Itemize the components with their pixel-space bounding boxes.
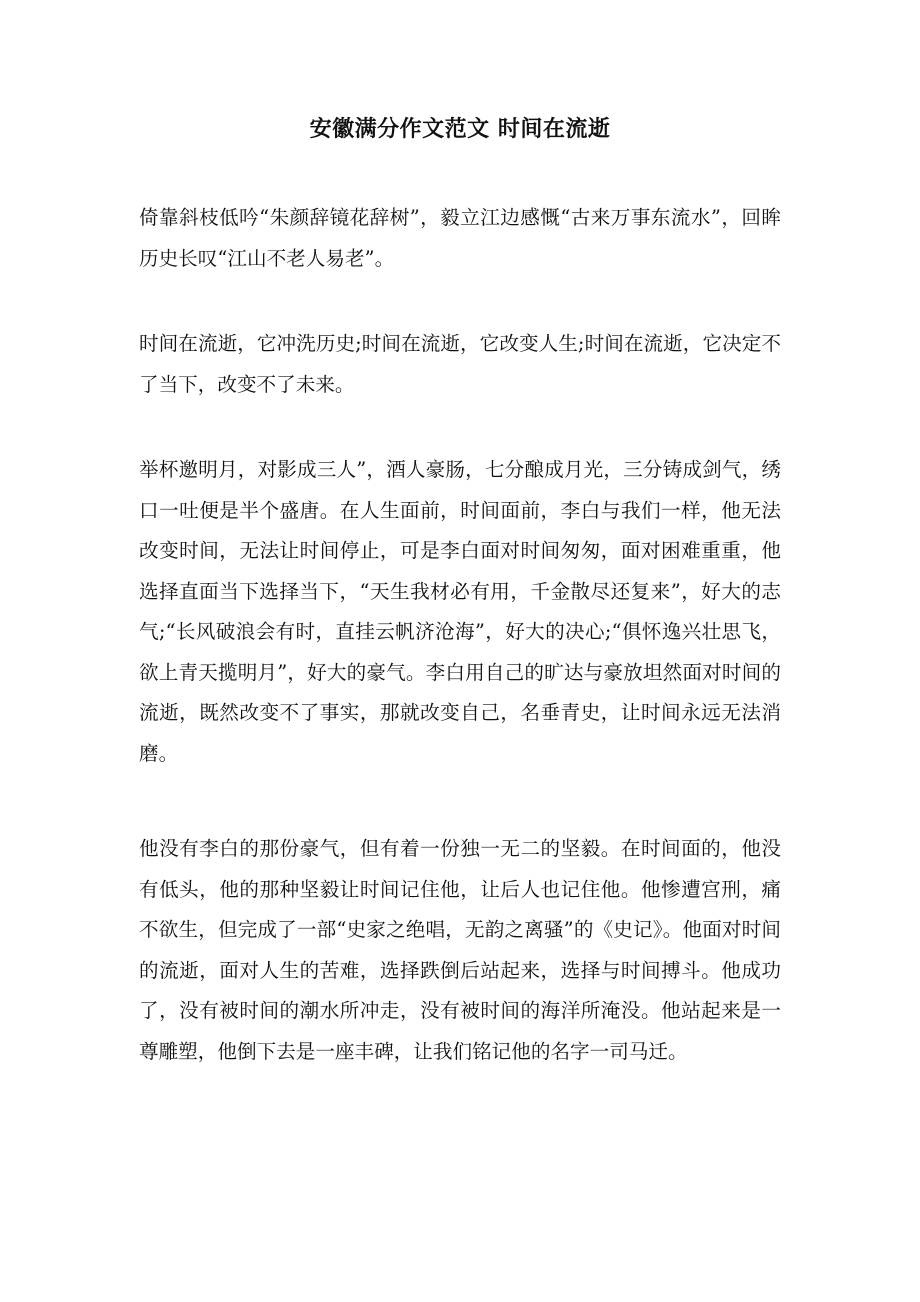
- paragraph-2: 时间在流逝，它冲洗历史;时间在流逝，它改变人生;时间在流逝，它决定不了当下，改变不了未来。: [139, 332, 781, 396]
- paragraph-1: 倚靠斜枝低吟“朱颜辞镜花辞树”，毅立江边感慨“古来万事东流水”，回眸历史长叹“江山不老人易老”。: [139, 206, 781, 270]
- document-title: 安徽满分作文范文 时间在流逝: [309, 116, 611, 142]
- paragraph-4: 他没有李白的那份豪气，但有着一份独一无二的坚毅。在时间面的，他没有低头，他的那种坚毅让时间记住他，让后人也记住他。他惨遭宫刑，痛不欲生，但完成了一部“史家之绝唱，无韵之离骚”的《史记》。他面对时间的流逝，面对人生的苦难，选择跌倒后站起来，选择与时间搏斗。他成功了，没有被时间的潮水所冲走，没有被时间的海洋所淹没。他站起来是一尊雕塑，他倒下去是一座丰碑，让我们铭记他的名字一司马迁。: [139, 837, 781, 1063]
- paragraph-3: 举杯邀明月，对影成三人”，酒人豪肠，七分酿成月光，三分铸成剑气，绣口一吐便是半个盛唐。在人生面前，时间面前，李白与我们一样，他无法改变时间，无法让时间停止，可是李白面对时间匆匆，面对困难重重，他选择直面当下选择当下，“天生我材必有用，千金散尽还复来”，好大的志气;“长风破浪会有时，直挂云帆济沧海”，好大的决心;“俱怀逸兴壮思飞，欲上青天揽明月”，好大的豪气。李白用自己的旷达与豪放坦然面对时间的流逝，既然改变不了事实，那就改变自己，名垂青史，让时间永远无法消磨。: [139, 458, 781, 765]
